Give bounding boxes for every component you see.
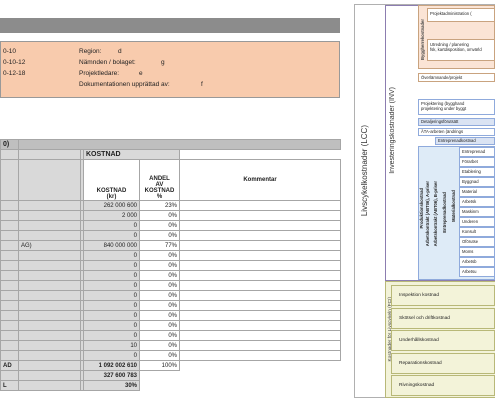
row-label <box>19 281 81 291</box>
date-3: 0-12-18 <box>3 70 26 77</box>
table-row <box>1 221 341 231</box>
project-info-box <box>0 41 340 98</box>
table-row <box>1 241 341 251</box>
table-row <box>1 271 341 281</box>
production-cell: Förarbet <box>459 157 495 167</box>
table-row <box>1 251 341 261</box>
production-cell: Maskinm <box>459 207 495 217</box>
row-comment <box>180 291 341 301</box>
lcc-row: Skötsel och driftkostnad <box>391 308 495 329</box>
production-cell: Oförutse <box>459 237 495 247</box>
row-cost: 2 000 <box>84 211 140 221</box>
row-share: 0% <box>140 281 180 291</box>
row-cost: 0 <box>84 311 140 321</box>
row-comment <box>180 251 341 261</box>
box-projektering: Projektering (bygghand projektering under byggt <box>418 99 495 115</box>
box-projektadmin: Projektadministration ( <box>427 8 495 22</box>
group-label-2: Arbetskontrakt (ABT06), B-priser <box>433 181 438 247</box>
production-cell: Arbetsu <box>459 267 495 277</box>
row-comment <box>180 241 341 251</box>
row-comment <box>180 221 341 231</box>
doc-value: f <box>201 81 203 88</box>
row-label <box>19 301 81 311</box>
inv-label: Investeringskostnader (INV) <box>389 87 396 174</box>
row-label <box>19 321 81 331</box>
production-cell: Byggnad <box>459 177 495 187</box>
production-cell: Moms <box>459 247 495 257</box>
row-cost: 0 <box>84 261 140 271</box>
row-comment <box>180 341 341 351</box>
row-share: 0% <box>140 311 180 321</box>
row-share: 0% <box>140 221 180 231</box>
production-cell: Material <box>459 187 495 197</box>
pm-value: e <box>139 70 143 77</box>
row-cost: 0 <box>84 301 140 311</box>
table-row <box>1 201 341 211</box>
header-gray-band <box>0 18 340 33</box>
lcc-label: Livscykelkostnader (LCC) <box>360 125 369 217</box>
row-share: 0% <box>140 211 180 221</box>
row-label <box>19 201 81 211</box>
row-cost: 0 <box>84 221 140 231</box>
table-row <box>1 301 341 311</box>
row-label <box>19 331 81 341</box>
row-share: 23% <box>140 201 180 211</box>
table-row <box>1 281 341 291</box>
row-comment <box>180 331 341 341</box>
row-cost: 0 <box>84 231 140 241</box>
row-cost: 840 000 000 <box>84 241 140 251</box>
row-label <box>19 221 81 231</box>
row-label <box>19 311 81 321</box>
box-entreprenad: Entreprenadkostnad <box>435 137 495 145</box>
table-row <box>1 351 341 361</box>
group-label-1: Arbetskontrakt (ABT06), A-priser <box>425 181 430 247</box>
box-overlamnande: Överlämnande/projekt <box>418 73 495 82</box>
group-label-4: Materialkostnad <box>451 190 456 222</box>
row-share: 0% <box>140 291 180 301</box>
row-cost: 0 <box>84 281 140 291</box>
row-label: AG) <box>19 241 81 251</box>
row-label <box>19 341 81 351</box>
box-detaljering: Detaljeringsförutsätt <box>418 118 495 126</box>
row-comment <box>180 231 341 241</box>
total-cost: 1 092 002 610 <box>84 361 140 371</box>
row-cost: 0 <box>84 321 140 331</box>
col-header-cost: KOSTNAD (kr) <box>84 160 140 201</box>
byggherre-label: Byggherrekostnader <box>420 19 425 60</box>
row-share: 0% <box>140 301 180 311</box>
lcc-row: Inspektion kostnad <box>391 285 495 306</box>
box-utredning: Utredning / planering fsk, kartdisposition, omvärld <box>427 39 495 61</box>
sub-cost: 327 600 783 <box>84 371 140 381</box>
doc-label: Dokumentationen upprättad av: <box>79 81 170 88</box>
row-comment <box>180 301 341 311</box>
row-share: 0% <box>140 231 180 241</box>
lcc-diagram <box>354 4 495 398</box>
table-row <box>1 341 341 351</box>
row-label <box>19 261 81 271</box>
col-header-comment: Kommentar <box>180 160 341 201</box>
production-cell: Entreprenad <box>459 147 495 157</box>
box-ata: ÄTA-arbeten (ändrings <box>418 128 495 136</box>
production-cell: Konsult <box>459 227 495 237</box>
row-comment <box>180 201 341 211</box>
row-label <box>19 351 81 361</box>
row-label <box>19 211 81 221</box>
region-value: d <box>118 48 122 55</box>
group-label-3: Entreprenadkostnad <box>442 192 447 233</box>
production-cell: Underen <box>459 217 495 227</box>
row-comment <box>180 311 341 321</box>
table-row <box>1 331 341 341</box>
sub-label: L <box>1 381 19 391</box>
date-2: 0-10-12 <box>3 59 26 66</box>
cost-table-block <box>0 139 340 389</box>
row-share: 0% <box>140 271 180 281</box>
table-title: 0) <box>1 140 19 150</box>
row-comment <box>180 351 341 361</box>
table-row <box>1 321 341 331</box>
cost-table <box>0 139 341 391</box>
row-label <box>19 231 81 241</box>
lcc-row: Reparationskostnad <box>391 353 495 374</box>
row-cost: 0 <box>84 351 140 361</box>
row-comment <box>180 321 341 331</box>
row-share: 0% <box>140 331 180 341</box>
row-share: 77% <box>140 241 180 251</box>
table-row <box>1 231 341 241</box>
table-row <box>1 291 341 301</box>
row-label <box>19 271 81 281</box>
total-label: AD <box>1 361 19 371</box>
row-cost: 0 <box>84 271 140 281</box>
lcc-row: Rivningskostnad <box>391 375 495 396</box>
row-comment <box>180 261 341 271</box>
production-cell: Etablering <box>459 167 495 177</box>
date-1: 0-10 <box>3 48 17 55</box>
board-label: Nämnden / bolaget: <box>79 59 136 66</box>
table-row <box>1 261 341 271</box>
row-comment <box>180 271 341 281</box>
group-label-0: Produktionskostnad <box>419 188 424 229</box>
lcc-row: Underhållskostnad <box>391 330 495 351</box>
section-header: KOSTNAD <box>84 150 180 160</box>
sub-share: 30% <box>84 381 140 391</box>
row-cost: 0 <box>84 251 140 261</box>
row-comment <box>180 281 341 291</box>
row-cost: 262 000 600 <box>84 201 140 211</box>
table-row <box>1 211 341 221</box>
row-share: 0% <box>140 351 180 361</box>
region-label: Region: <box>79 48 102 55</box>
production-cell: Arbetsb <box>459 257 495 267</box>
row-share: 0% <box>140 321 180 331</box>
row-cost: 0 <box>84 291 140 301</box>
board-value: g <box>161 59 165 66</box>
row-share: 0% <box>140 251 180 261</box>
total-share: 100% <box>140 361 180 371</box>
production-cell: Arbetsk <box>459 197 495 207</box>
row-label <box>19 291 81 301</box>
row-share: 0% <box>140 261 180 271</box>
row-cost: 10 <box>84 341 140 351</box>
table-row <box>1 311 341 321</box>
row-cost: 0 <box>84 331 140 341</box>
row-label <box>19 251 81 261</box>
row-share: 0% <box>140 341 180 351</box>
row-comment <box>180 211 341 221</box>
col-header-share: ANDEL AV KOSTNAD % <box>140 160 180 201</box>
pm-label: Projektledare: <box>79 70 120 77</box>
